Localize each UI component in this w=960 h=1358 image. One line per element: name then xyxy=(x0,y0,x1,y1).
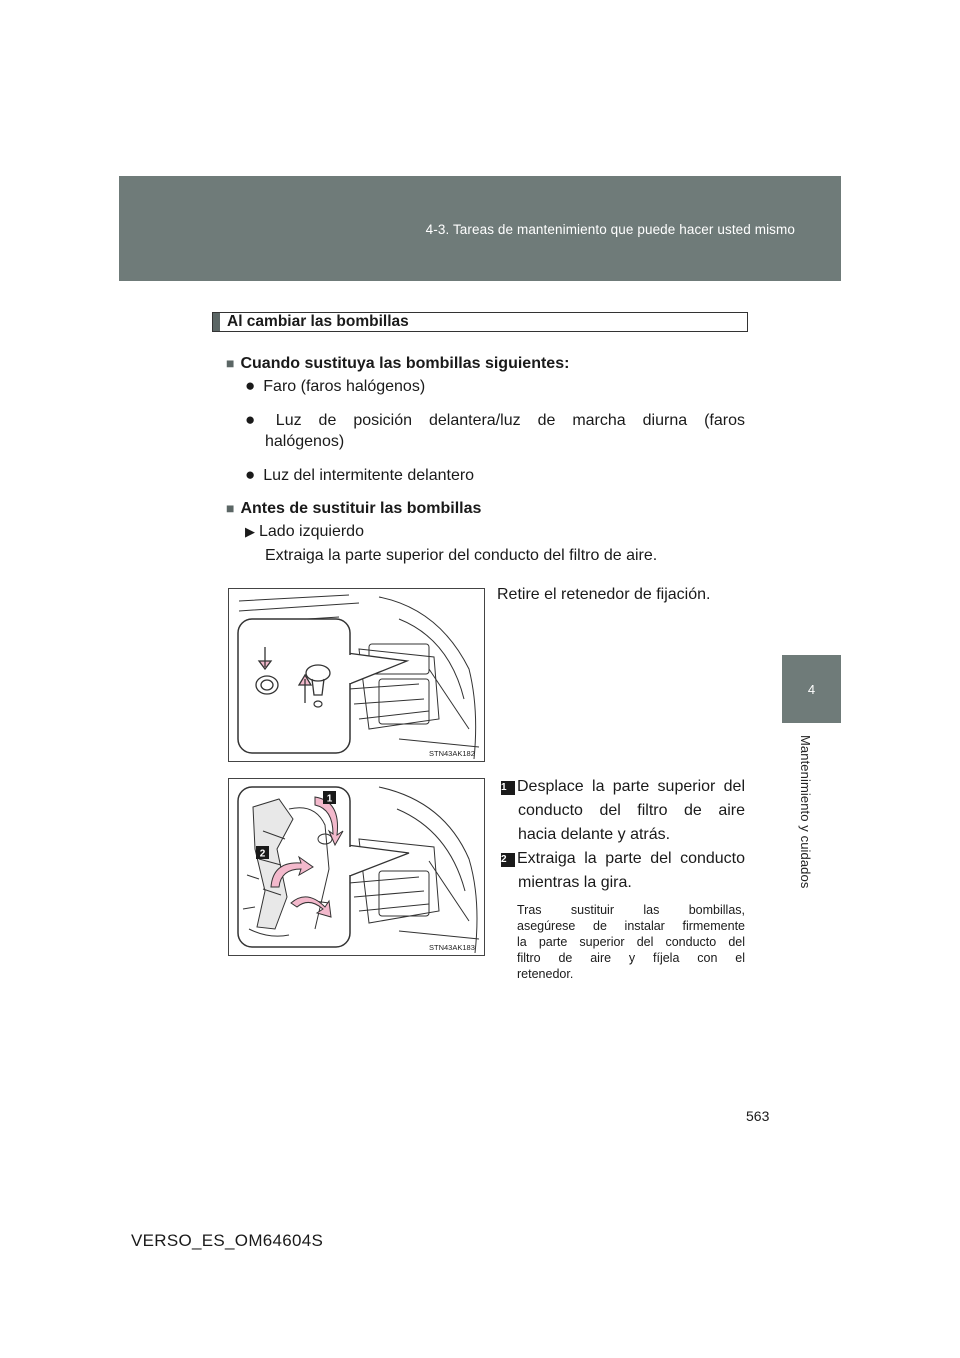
list-item xyxy=(245,375,425,398)
list-item-continued: halógenos) xyxy=(265,433,345,450)
figure-code: STN43AK182 xyxy=(429,749,475,758)
step-number-badge: 2 xyxy=(501,853,515,867)
bullet-icon: ● xyxy=(245,410,268,429)
note-line: asegúrese de instalar firmemente xyxy=(517,919,745,933)
instruction-text: Extraiga la parte superior del conducto del filtro de aire. xyxy=(265,547,658,564)
subheading-text: Antes de sustituir las bombillas xyxy=(240,500,482,517)
engine-bay-illustration xyxy=(229,589,484,761)
note-line: retenedor. xyxy=(517,967,574,981)
bullet-icon: ● xyxy=(245,376,256,395)
step-2-text: Extraiga la parte del conducto xyxy=(517,850,745,867)
subheading-replace xyxy=(226,352,569,375)
chapter-tab-label: Mantenimiento y cuidados xyxy=(798,735,813,889)
subheading-before xyxy=(226,497,481,520)
air-duct-illustration xyxy=(229,779,484,955)
step-1-line: conducto del filtro de aire xyxy=(518,802,745,819)
callout-number: 2 xyxy=(259,848,266,860)
note-line: filtro de aire y fíjela con el xyxy=(517,951,745,965)
figure-retainer xyxy=(228,588,485,762)
list-item xyxy=(245,409,745,432)
callout-number: 1 xyxy=(326,793,333,805)
step-2-line: mientras la gira. xyxy=(518,874,632,891)
note-line: la parte superior del conducto del xyxy=(517,935,745,949)
step-2 xyxy=(501,848,745,870)
page-number: 563 xyxy=(746,1108,770,1124)
note-line: Tras sustituir las bombillas, xyxy=(517,903,745,917)
step-number-badge: 1 xyxy=(501,781,515,795)
triangle-right-icon: ▶ xyxy=(245,524,255,539)
section-title: Al cambiar las bombillas xyxy=(212,312,748,332)
side-margin xyxy=(782,281,841,655)
subheading-text: Cuando sustituya las bombillas siguientes: xyxy=(240,355,570,372)
step-1 xyxy=(501,776,745,798)
step-1-text: Desplace la parte superior del xyxy=(517,778,745,795)
figure-duct xyxy=(228,778,485,956)
document-code: VERSO_ES_OM64604S xyxy=(131,1231,324,1250)
square-bullet-icon: ■ xyxy=(226,500,235,516)
list-item-text: Luz del intermitente delantero xyxy=(263,467,475,484)
bullet-icon: ● xyxy=(245,465,256,484)
chapter-tab-number: 4 xyxy=(807,681,816,697)
figure-code: STN43AK183 xyxy=(429,943,475,952)
list-item-text: Luz de posición delantera/luz de marcha diurna (faros xyxy=(275,412,745,429)
square-bullet-icon: ■ xyxy=(226,355,235,371)
chapter-header xyxy=(119,176,841,281)
list-item-text: Faro (faros halógenos) xyxy=(263,378,426,395)
list-item xyxy=(245,464,474,487)
side-indicator-text: Lado izquierdo xyxy=(259,523,364,540)
step-retainer-text: Retire el retenedor de fijación. xyxy=(497,586,711,603)
chapter-section-title: 4-3. Tareas de mantenimiento que puede hacer usted mismo xyxy=(425,222,795,237)
chapter-tab[interactable] xyxy=(782,655,841,723)
side-indicator xyxy=(245,521,364,543)
step-1-line: hacia delante y atrás. xyxy=(518,826,671,843)
